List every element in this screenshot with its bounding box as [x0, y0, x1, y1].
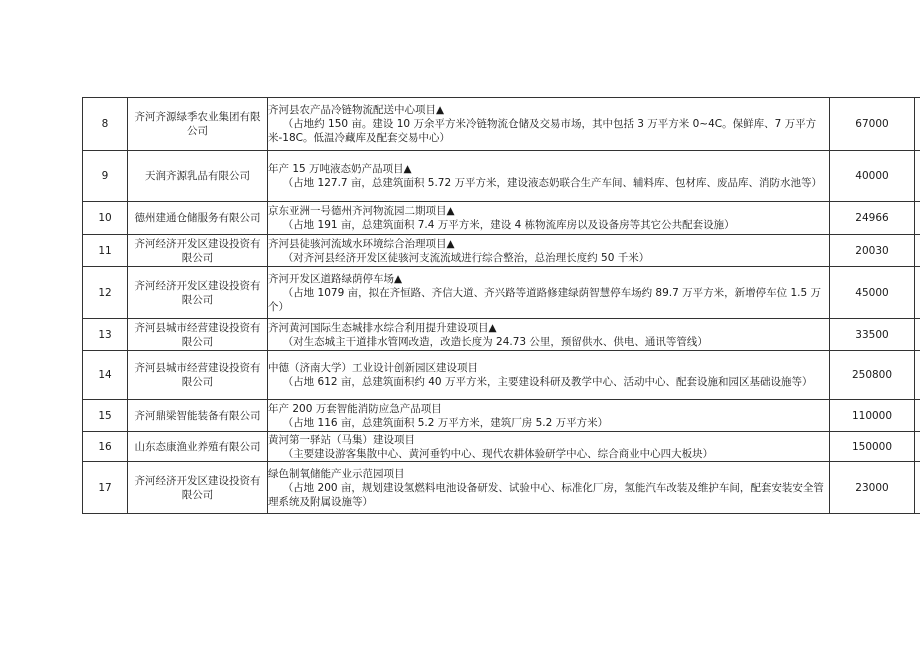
row-number-cell	[83, 319, 128, 351]
extra-column-cell	[915, 235, 920, 267]
row-number-cell	[83, 202, 128, 235]
extra-column-cell	[915, 462, 920, 514]
project-cell	[268, 98, 830, 151]
project-cell	[268, 319, 830, 351]
project-description: （占地 200 亩，规划建设氢燃料电池设备研发、试验中心、标准化厂房，氢能汽车改装及维护车间，配套安装安全管理系统及附属设施等）	[268, 481, 824, 508]
row-number-cell	[83, 235, 128, 267]
company-cell	[128, 462, 268, 514]
project-description: （占地 1079 亩，拟在齐恒路、齐信大道、齐兴路等道路修建绿荫智慧停车场约 89.7 万平方米，新增停车位 1.5 万个）	[268, 286, 822, 313]
company-cell	[128, 400, 268, 432]
investment-amount: 250800	[851, 369, 893, 381]
row-number: 10	[98, 212, 112, 224]
investment-amount-cell	[830, 267, 915, 319]
extra-column-cell	[915, 151, 920, 202]
company-name: 天润齐源乳品有限公司	[145, 170, 250, 182]
project-description: （对齐河县经济开发区徒骇河支流流域进行综合整治，总治理长度约 50 千米）	[282, 251, 650, 264]
company-cell	[128, 202, 268, 235]
investment-amount-cell	[830, 235, 915, 267]
company-cell	[128, 267, 268, 319]
project-description: （主要建设游客集散中心、黄河垂钓中心、现代农耕体验研学中心、综合商业中心四大板块）	[282, 447, 714, 460]
row-number: 14	[98, 369, 112, 381]
company-name: 山东态康渔业养殖有限公司	[134, 440, 261, 453]
project-cell	[268, 202, 830, 235]
company-name: 齐河经济开发区建设投资有限公司	[134, 237, 261, 264]
project-name: 齐河县农产品冷链物流配送中心项目▲	[268, 104, 445, 116]
company-cell	[128, 235, 268, 267]
project-name: 年产 15 万吨液态奶产品项目▲	[268, 163, 412, 175]
table-row	[83, 235, 920, 267]
investment-amount: 40000	[855, 170, 889, 182]
company-name: 齐河经济开发区建设投资有限公司	[134, 279, 261, 306]
table-row	[83, 319, 920, 351]
project-name: 齐河县徒骇河流域水环境综合治理项目▲	[268, 237, 455, 250]
company-cell	[128, 98, 268, 151]
project-description: （占地 612 亩，总建筑面积约 40 万平方米，主要建设科研及教学中心、活动中心、配套设施和园区基础设施等）	[282, 376, 813, 388]
investment-amount: 67000	[855, 118, 889, 130]
extra-column-cell	[915, 98, 920, 151]
company-cell	[128, 432, 268, 462]
project-name: 齐河黄河国际生态城排水综合利用提升建设项目▲	[268, 321, 497, 334]
investment-amount-cell	[830, 151, 915, 202]
row-number: 8	[101, 118, 109, 130]
project-name: 中德（济南大学）工业设计创新园区建设项目	[268, 362, 478, 374]
investment-amount-cell	[830, 319, 915, 351]
company-cell	[128, 351, 268, 400]
table-row	[83, 351, 920, 400]
extra-column-cell	[915, 319, 920, 351]
project-description: （占地约 150 亩。建设 10 万余平方米冷链物流仓储及交易市场，其中包括 3 万平方米 0~4C。保鲜库、7 万平方米-18C。低温冷藏库及配套交易中心）	[268, 118, 817, 144]
investment-amount: 110000	[851, 409, 893, 422]
table-row	[83, 267, 920, 319]
project-description: （占地 191 亩，总建筑面积 7.4 万平方米，建设 4 栋物流库房以及设备房等其它公共配套设施）	[282, 219, 735, 231]
investment-amount-cell	[830, 400, 915, 432]
project-name: 黄河第一驿站（马集）建设项目	[268, 433, 415, 446]
row-number: 12	[98, 286, 112, 299]
project-cell	[268, 400, 830, 432]
company-name: 齐河县城市经营建设投资有限公司	[134, 321, 261, 348]
row-number-cell	[83, 151, 128, 202]
table-row	[83, 462, 920, 514]
table-row	[83, 98, 920, 151]
company-name: 齐河经济开发区建设投资有限公司	[134, 474, 261, 501]
extra-column-cell	[915, 400, 920, 432]
investment-amount-cell	[830, 98, 915, 151]
row-number-cell	[83, 432, 128, 462]
project-cell	[268, 432, 830, 462]
row-number-cell	[83, 462, 128, 514]
investment-amount-cell	[830, 202, 915, 235]
project-description: （占地 116 亩，总建筑面积 5.2 万平方米，建筑厂房 5.2 万平方米）	[282, 416, 609, 429]
row-number: 11	[98, 244, 112, 257]
investment-amount: 20030	[855, 244, 889, 257]
company-cell	[128, 319, 268, 351]
row-number: 17	[98, 481, 112, 494]
project-name: 年产 200 万套智能消防应急产品项目	[268, 402, 442, 415]
project-cell	[268, 462, 830, 514]
project-name: 绿色制氧储能产业示范园项目	[268, 467, 405, 480]
company-name: 德州建通仓储服务有限公司	[134, 212, 261, 224]
project-description: （占地 127.7 亩，总建筑面积 5.72 万平方米，建设液态奶联合生产车间、辅料库、包材库、废品库、消防水池等）	[282, 177, 822, 189]
extra-column-cell	[915, 267, 920, 319]
investment-amount: 24966	[855, 212, 889, 224]
project-cell	[268, 235, 830, 267]
row-number: 13	[98, 328, 112, 341]
investment-amount: 45000	[855, 286, 889, 299]
investment-amount: 23000	[855, 481, 889, 494]
investment-amount: 33500	[855, 328, 889, 341]
company-cell	[128, 151, 268, 202]
row-number: 15	[98, 409, 112, 422]
row-number-cell	[83, 351, 128, 400]
project-name: 京东亚洲一号德州齐河物流园二期项目▲	[268, 205, 455, 217]
project-name: 齐河开发区道路绿荫停车场▲	[268, 272, 403, 285]
project-cell	[268, 351, 830, 400]
investment-amount: 150000	[851, 440, 893, 453]
investment-amount-cell	[830, 432, 915, 462]
table-row	[83, 400, 920, 432]
row-number-cell	[83, 267, 128, 319]
row-number: 16	[98, 440, 112, 453]
extra-column-cell	[915, 432, 920, 462]
row-number-cell	[83, 98, 128, 151]
project-description: （对生态城主干道排水管网改造，改造长度为 24.73 公里，预留供水、供电、通讯等管线）	[282, 335, 708, 348]
table-row	[83, 202, 920, 235]
row-number: 9	[101, 170, 109, 182]
investment-amount-cell	[830, 351, 915, 400]
row-number-cell	[83, 400, 128, 432]
table-body	[83, 98, 920, 514]
extra-column-cell	[915, 202, 920, 235]
table-row	[83, 432, 920, 462]
project-table	[82, 97, 920, 514]
company-name: 齐河鼎梁智能装备有限公司	[134, 409, 261, 422]
extra-column-cell	[915, 351, 920, 400]
investment-amount-cell	[830, 462, 915, 514]
project-cell	[268, 267, 830, 319]
company-name: 齐河县城市经营建设投资有限公司	[134, 362, 261, 388]
company-name: 齐河齐源绿季农业集团有限公司	[134, 111, 261, 137]
table-row	[83, 151, 920, 202]
project-cell	[268, 151, 830, 202]
